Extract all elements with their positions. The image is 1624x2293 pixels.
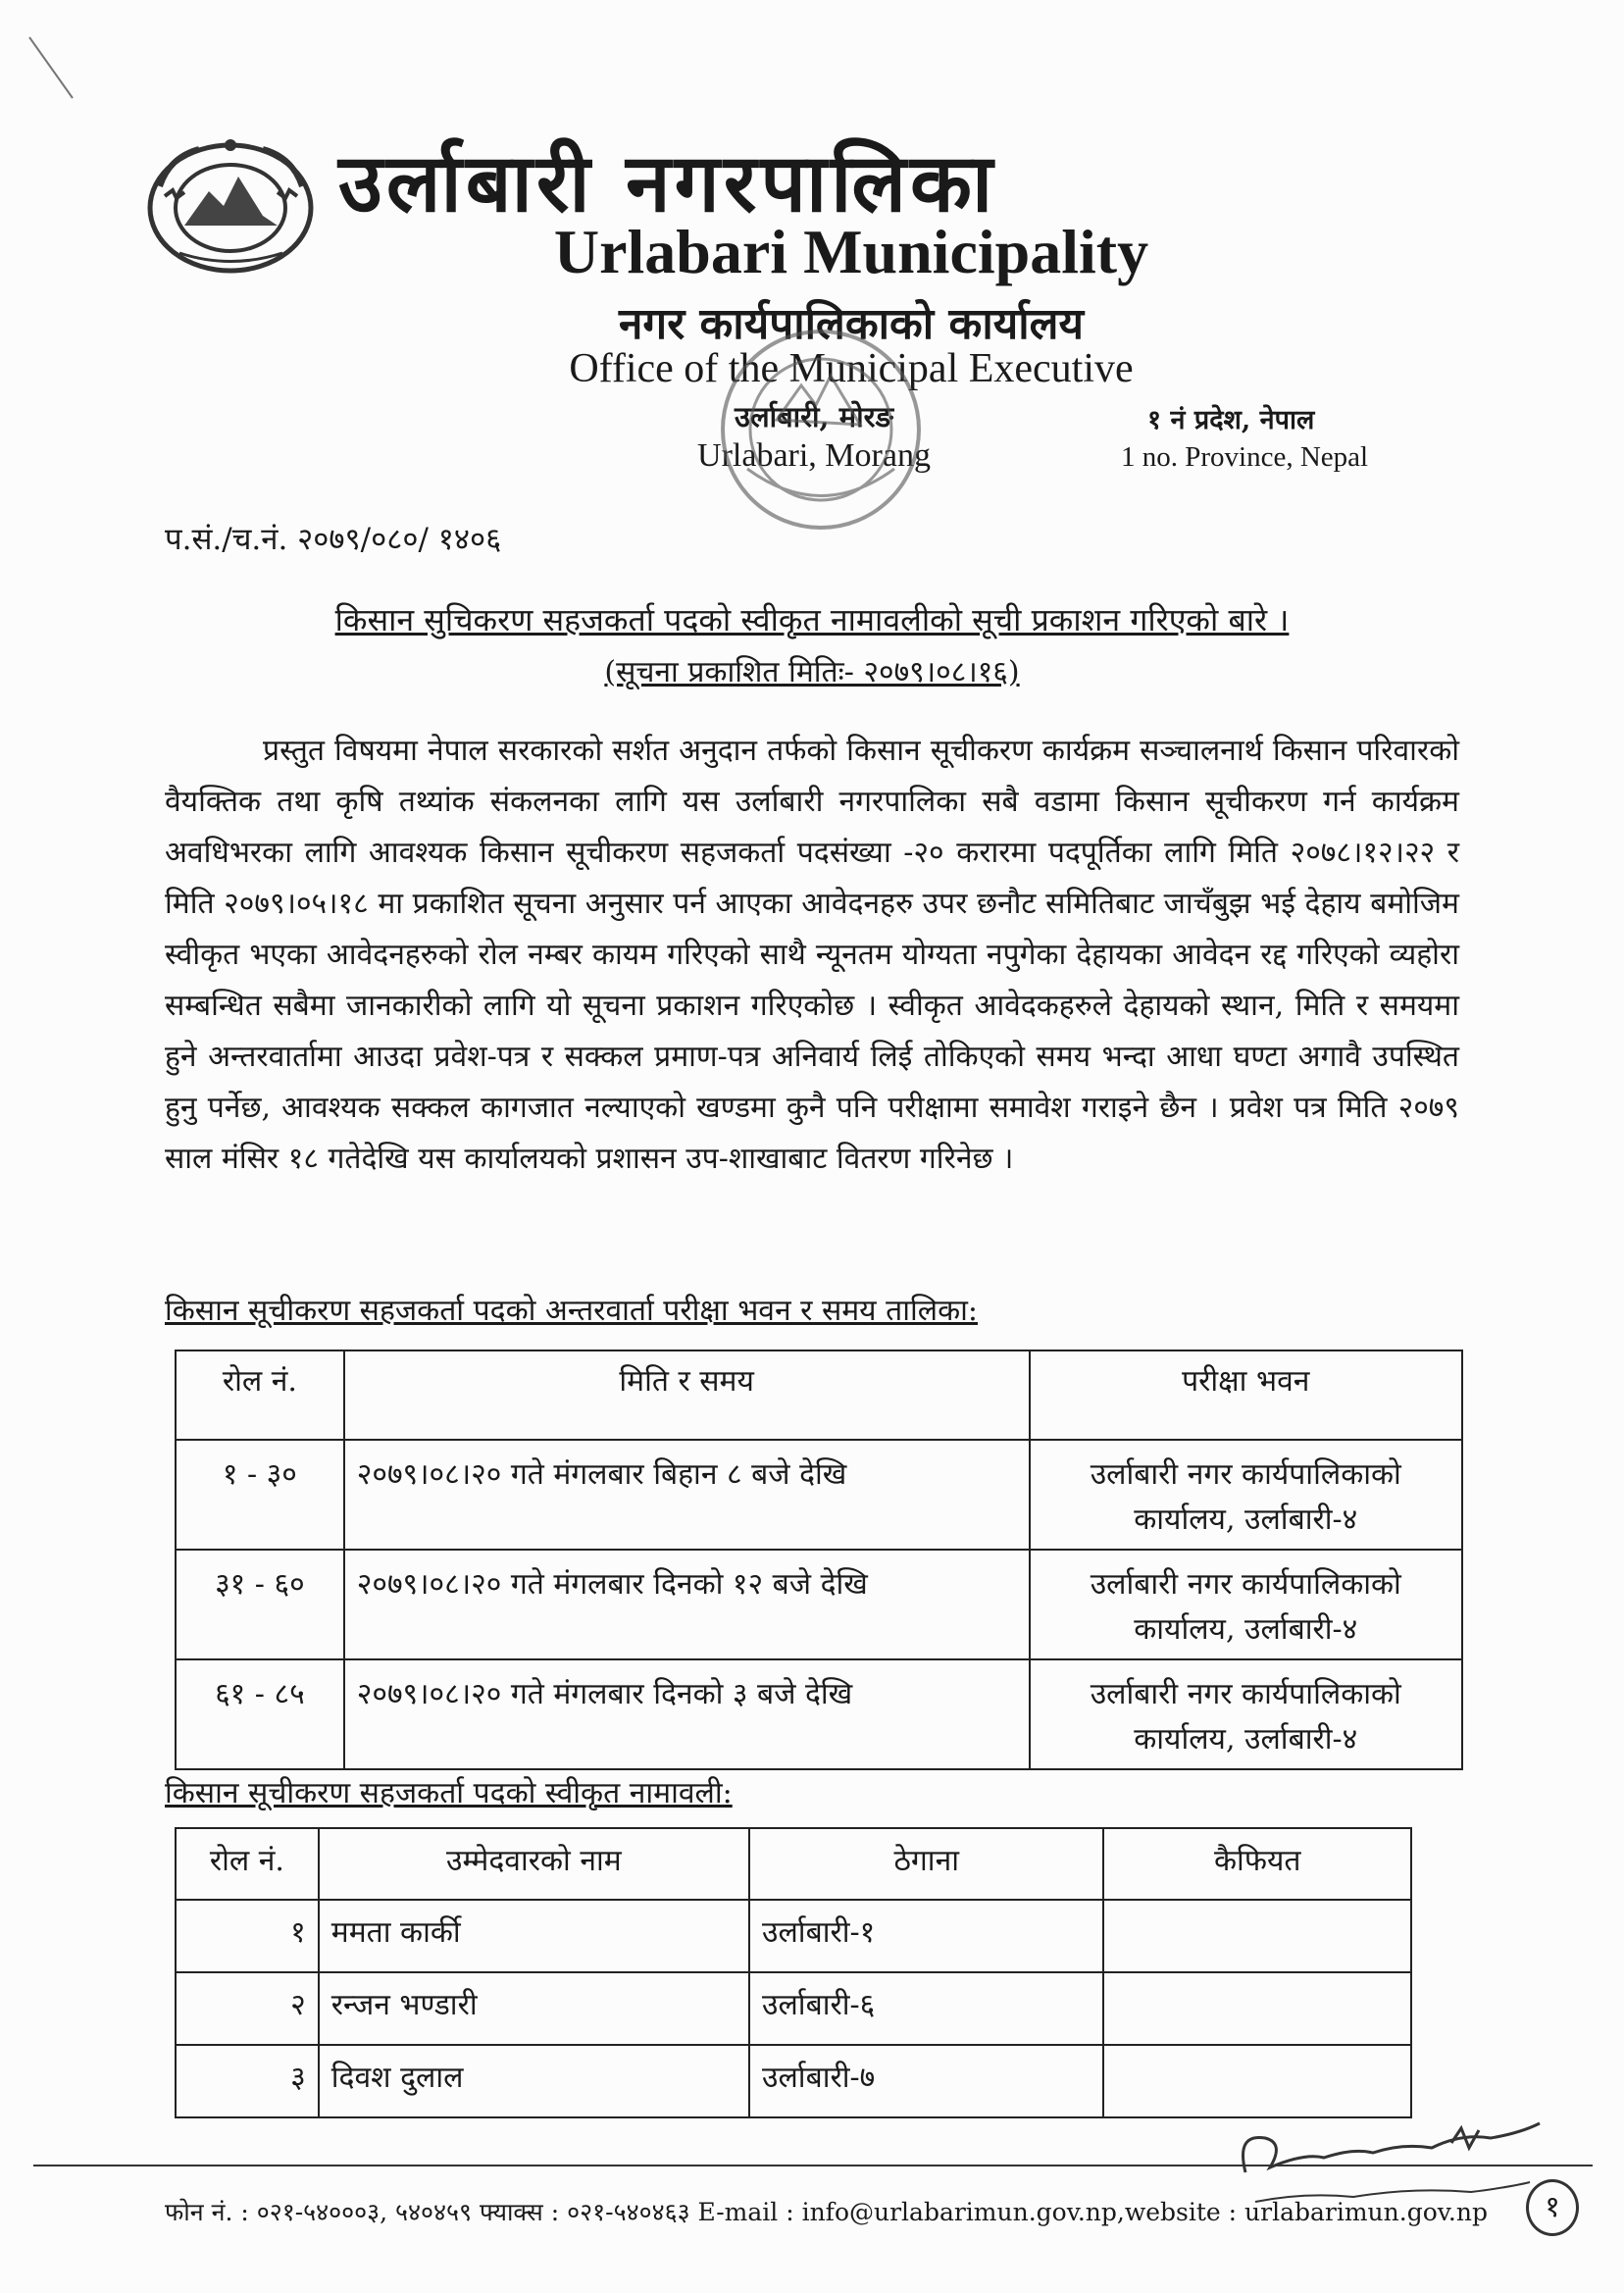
candidate-address: उर्लाबारी-१ xyxy=(749,1900,1103,1972)
column-header: उम्मेदवारको नाम xyxy=(319,1828,749,1900)
roll-number: १ xyxy=(176,1900,319,1972)
municipality-name-nepali: उर्लाबारी नगरपालिका xyxy=(338,136,997,230)
column-header: परीक्षा भवन xyxy=(1030,1350,1462,1440)
schedule-table xyxy=(175,1350,1463,1770)
roll-range: ३१ - ६० xyxy=(176,1550,344,1659)
roll-range: १ - ३० xyxy=(176,1440,344,1550)
exam-datetime: २०७९।०८।२० गते मंगलबार बिहान ८ बजे देखि xyxy=(344,1440,1030,1550)
exam-venue: उर्लाबारी नगर कार्यपालिकाको कार्यालय, उर्लाबारी-४ xyxy=(1030,1440,1462,1550)
approved-list-table xyxy=(175,1827,1412,2118)
column-header: रोल नं. xyxy=(176,1828,319,1900)
candidate-address: उर्लाबारी-६ xyxy=(749,1972,1103,2045)
reference-number: प.सं./च.नं. २०७९/०८०/ १४०६ xyxy=(165,522,502,557)
column-header: ठेगाना xyxy=(749,1828,1103,1900)
candidate-name: ममता कार्की xyxy=(319,1900,749,1972)
corner-pen-mark xyxy=(27,35,76,102)
remarks xyxy=(1103,1900,1411,1972)
table-row xyxy=(176,1972,1411,2045)
roll-number: २ xyxy=(176,1972,319,2045)
table-row xyxy=(176,1440,1462,1550)
column-header: मिति र समय xyxy=(344,1350,1030,1440)
table-row xyxy=(176,1659,1462,1769)
roll-number: ३ xyxy=(176,2045,319,2117)
schedule-table-heading: किसान सूचीकरण सहजकर्ता पदको अन्तरवार्ता परीक्षा भवन र समय तालिका: xyxy=(165,1294,979,1328)
notice-published-date: (सूचना प्रकाशित मितिः- २०७९।०८।१६) xyxy=(604,655,1020,689)
table-row xyxy=(176,1550,1462,1659)
exam-datetime: २०७९।०८।२० गते मंगलबार दिनको १२ बजे देखि xyxy=(344,1550,1030,1659)
page-number: १ xyxy=(1526,2179,1579,2236)
remarks xyxy=(1103,1972,1411,2045)
approved-list-heading: किसान सूचीकरण सहजकर्ता पदको स्वीकृत नामावली: xyxy=(165,1776,733,1810)
exam-venue: उर्लाबारी नगर कार्यपालिकाको कार्यालय, उर्लाबारी-४ xyxy=(1030,1659,1462,1769)
exam-venue: उर्लाबारी नगर कार्यपालिकाको कार्यालय, उर्लाबारी-४ xyxy=(1030,1550,1462,1659)
table-header-row xyxy=(176,1350,1462,1440)
office-name-nepali: नगर कार्यपालिकाको कार्यालय xyxy=(619,299,1084,349)
province-english: 1 no. Province, Nepal xyxy=(1121,441,1369,473)
address-nepali: उर्लाबारी, मोरङ xyxy=(735,400,893,433)
column-header: कैफियत xyxy=(1103,1828,1411,1900)
table-row xyxy=(176,1900,1411,1972)
footer-contact: फोन नं. : ०२१-५४०००३, ५४०४५९ फ्याक्स : ०२१-५४०४६३ E-mail : info@urlabarimun.gov.np,website : urlabarimun.gov.np xyxy=(165,2198,1488,2226)
exam-datetime: २०७९।०८।२० गते मंगलबार दिनको ३ बजे देखि xyxy=(344,1659,1030,1769)
table-header-row xyxy=(176,1828,1411,1900)
candidate-address: उर्लाबारी-७ xyxy=(749,2045,1103,2117)
address-english: Urlabari, Morang xyxy=(697,437,931,474)
candidate-name: दिवश दुलाल xyxy=(319,2045,749,2117)
municipality-name-english: Urlabari Municipality xyxy=(553,217,1149,286)
province-nepali: १ नं प्रदेश, नेपाल xyxy=(1147,405,1315,435)
footer-divider xyxy=(33,2165,1593,2166)
notice-title: किसान सुचिकरण सहजकर्ता पदको स्वीकृत नामावलीको सूची प्रकाशन गरिएको बारे । xyxy=(334,601,1290,638)
column-header: रोल नं. xyxy=(176,1350,344,1440)
office-stamp-icon xyxy=(708,312,934,557)
roll-range: ६१ - ८५ xyxy=(176,1659,344,1769)
office-name-english: Office of the Municipal Executive xyxy=(569,346,1134,391)
candidate-name: रन्जन भण्डारी xyxy=(319,1972,749,2045)
notice-body: प्रस्तुत विषयमा नेपाल सरकारको सर्शत अनुदान तर्फको किसान सूचीकरण कार्यक्रम सञ्चालनार्थ किसान परिवारको वैयक्तिक तथा कृषि तथ्यांक संकलनका लागि यस उर्लाबारी नगरपालिका सबै वडामा किसान सूचीकरण गर्न कार्यक्रम अवधिभरका लागि आवश्यक किसान सूचीकरण सहजकर्ता पदसंख्या -२० करारमा पदपूर्तिका लागि मिति २०७८।१२।२२ र मिति २०७९।०५।१८ मा प्रकाशित सूचना अनुसार पर्न आएका आवेदनहरु उपर छनौट समितिबाट जाचँबुझ भई देहाय बमोजिम स्वीकृत भएका आवेदनहरुको रोल नम्बर कायम गरिएको साथै न्यूनतम योग्यता नपुगेका देहायका आवेदन रद्द गरिएको व्यहोरा सम्बन्धित सबैमा जानकारीको लागि यो सूचना प्रकाशन गरिएकोछ । स्वीकृत आवेदकहरुले देहायको स्थान, मिति र समयमा हुने अन्तरवार्तामा आउदा प्रवेश-पत्र र सक्कल प्रमाण-पत्र अनिवार्य लिई तोकिएको समय भन्दा आधा घण्टा अगावै उपस्थित हुनु पर्नेछ, आवश्यक सक्कल कागजात नल्याएको खण्डमा कुनै पनि परीक्षामा समावेश गराइने छैन । प्रवेश पत्र मिति २०७९ साल मंसिर १८ गतेदेखि यस कार्यालयको प्रशासन उप-शाखाबाट वितरण गरिनेछ । xyxy=(165,734,1459,1176)
